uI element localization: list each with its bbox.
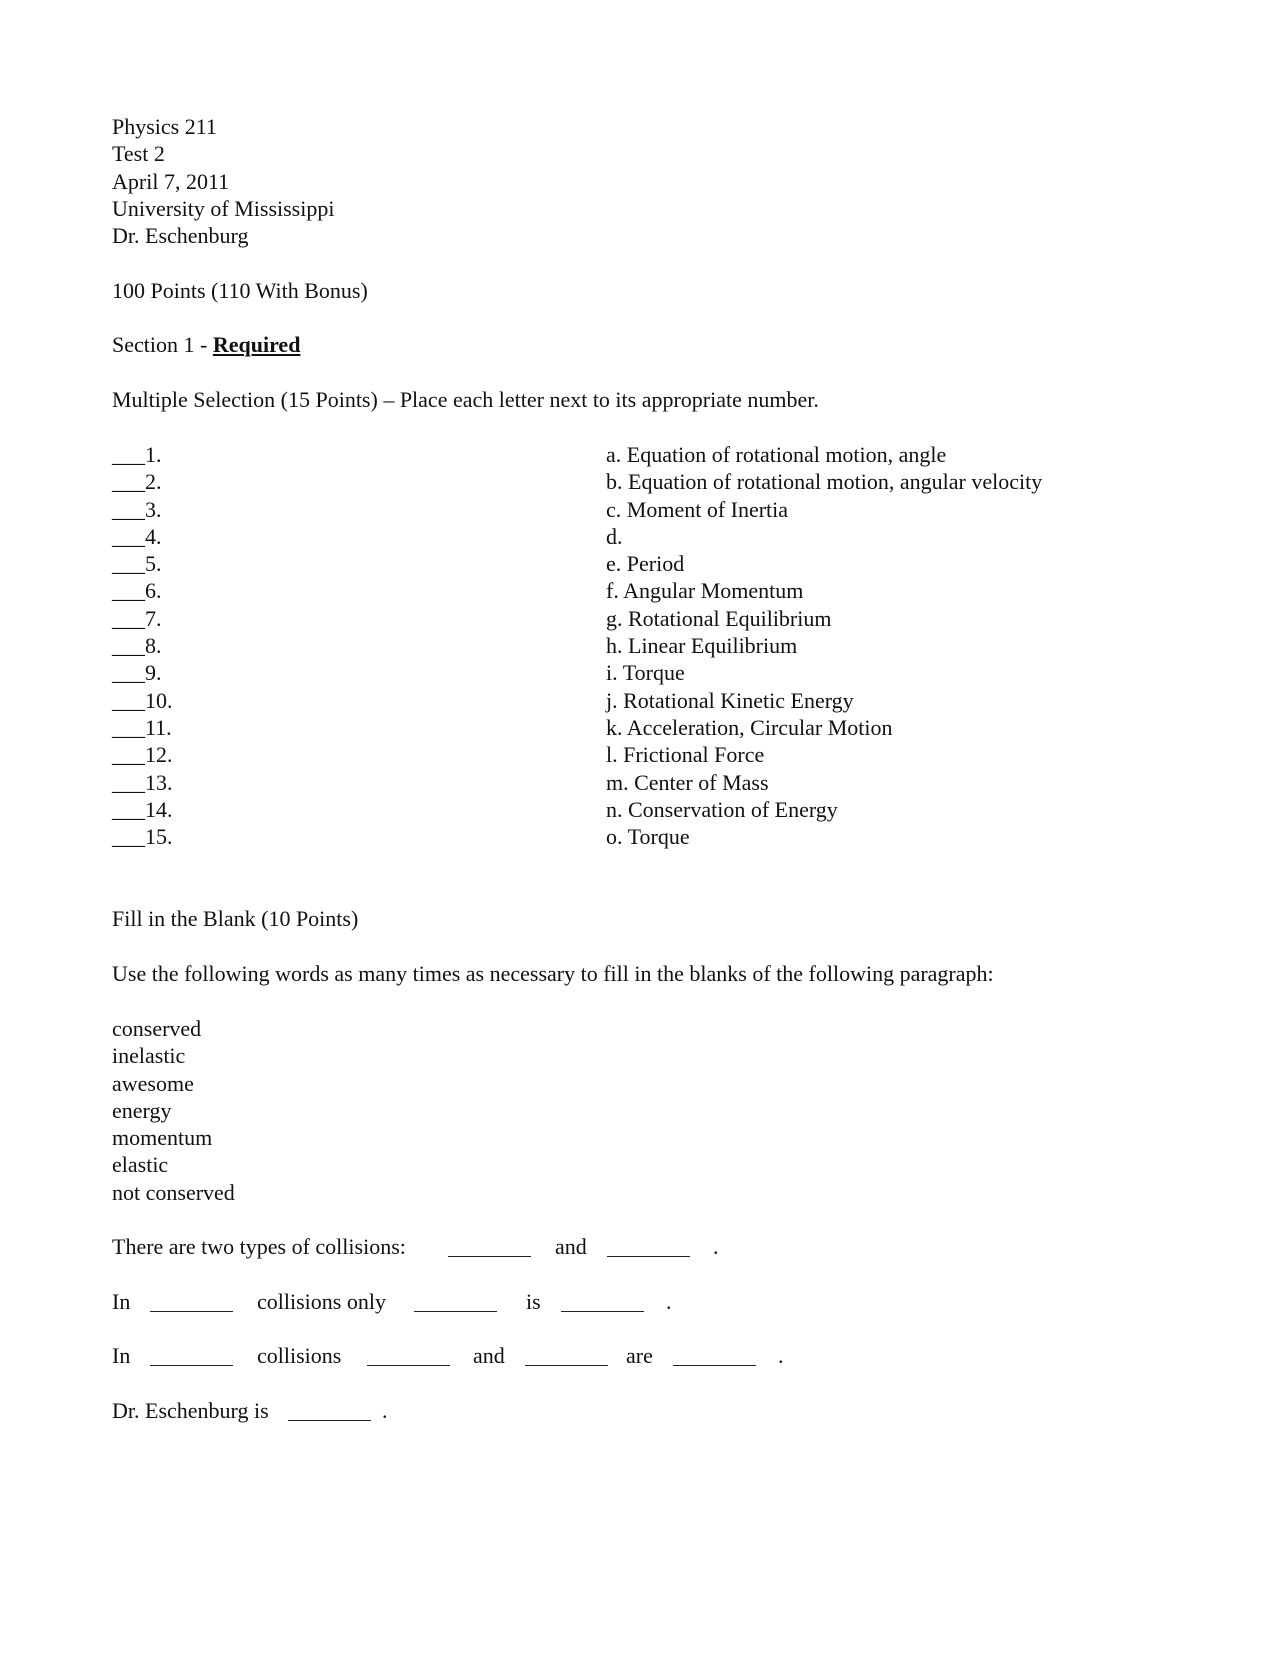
sentence-2-text-b: collisions only [257,1289,386,1314]
sentence-4-text-a: Dr. Eschenburg is [112,1398,269,1423]
answer-option: m. Center of Mass [606,769,769,795]
sentence-2-text-a: In [112,1289,131,1314]
section-prefix: Section 1 - [112,332,213,357]
blank-field[interactable] [367,1365,450,1366]
answer-option: c. Moment of Inertia [606,496,789,522]
answer-number: ___11. [112,714,172,740]
sentence-1-period: . [713,1234,719,1259]
blank-field[interactable] [673,1365,756,1366]
answer-option: b. Equation of rotational motion, angular velocity [606,469,1043,495]
word-bank-item: inelastic [112,1043,186,1069]
blank-field[interactable] [414,1311,497,1312]
section-heading [112,331,300,358]
answer-option: d. [606,523,623,549]
sentence-3-text-c: and [473,1343,505,1368]
answer-number: ___2. [112,469,162,495]
answer-number: ___5. [112,551,162,577]
word-bank-item: not conserved [112,1179,235,1205]
sentence-1-text-a: There are two types of collisions: [112,1234,406,1259]
fill-blank-instructions: Use the following words as many times as necessary to fill in the blanks of the following paragraph: [112,961,994,986]
blank-field[interactable] [607,1256,690,1257]
answer-number: ___15. [112,824,173,850]
test-date: April 7, 2011 [112,168,230,194]
answer-number: ___9. [112,660,162,686]
sentence-3-text-d: are [626,1343,653,1368]
course-name: Physics 211 [112,114,217,139]
fill-blank-title: Fill in the Blank (10 Points) [112,906,359,931]
instructor: Dr. Eschenburg [112,223,249,249]
answer-number: ___6. [112,578,162,604]
answer-option: h. Linear Equilibrium [606,633,798,659]
blank-field[interactable] [288,1420,371,1421]
word-bank-item: momentum [112,1125,213,1151]
word-bank-item: elastic [112,1152,169,1178]
answer-number: ___10. [112,687,173,713]
answer-option: i. Torque [606,660,685,686]
test-name: Test 2 [112,141,165,167]
blank-field[interactable] [525,1365,608,1366]
sentence-2-text-c: is [526,1289,541,1314]
sentence-1-text-b: and [555,1234,587,1259]
sentence-3-text-a: In [112,1343,131,1368]
multiple-selection-instructions: Multiple Selection (15 Points) – Place each letter next to its appropriate number. [112,387,819,412]
sentence-3-period: . [778,1343,784,1368]
blank-field[interactable] [150,1311,233,1312]
answer-number: ___14. [112,796,173,822]
answer-option: g. Rotational Equilibrium [606,605,832,631]
blank-field[interactable] [561,1311,644,1312]
answer-option: l. Frictional Force [606,742,765,768]
word-bank-item: awesome [112,1070,194,1096]
sentence-3-text-b: collisions [257,1343,342,1368]
answer-options [606,441,1042,850]
answer-option: k. Acceleration, Circular Motion [606,714,893,740]
answer-option: a. Equation of rotational motion, angle [606,442,947,467]
points-total: 100 Points (110 With Bonus) [112,278,368,303]
answer-number: ___1. [112,442,162,467]
sentence-2-period: . [666,1289,672,1314]
word-bank-item: conserved [112,1016,202,1041]
answer-number: ___7. [112,605,162,631]
word-bank-item: energy [112,1097,172,1123]
blank-field[interactable] [448,1256,531,1257]
section-required: Required [212,332,301,357]
answer-option: n. Conservation of Energy [606,796,838,822]
university: University of Mississippi [112,195,335,221]
blank-field[interactable] [150,1365,233,1366]
answer-option: e. Period [606,551,685,577]
answer-number: ___4. [112,523,162,549]
header-block [112,113,334,249]
answer-option: f. Angular Momentum [606,578,804,604]
answer-number: ___12. [112,742,173,768]
answer-numbers [112,441,173,850]
answer-number: ___3. [112,496,162,522]
answer-number: ___13. [112,769,173,795]
answer-number: ___8. [112,633,162,659]
answer-option: j. Rotational Kinetic Energy [606,687,854,713]
word-bank [112,1015,235,1206]
sentence-4-period: . [382,1398,388,1423]
answer-option: o. Torque [606,824,690,850]
